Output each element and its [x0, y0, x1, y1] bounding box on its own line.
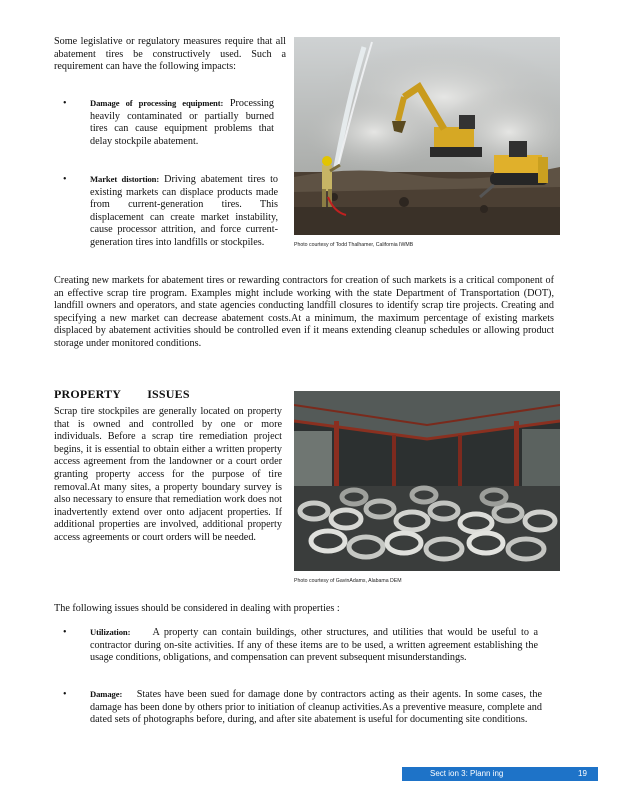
- photo-credit: Photo courtesy of GavinAdams, Alabama DEM: [294, 578, 402, 584]
- fire-abatement-photo: [294, 37, 560, 235]
- bullet-icon: •: [63, 627, 67, 638]
- market-paragraph: Creating new markets for abatement tires or rewarding contractors for creation of such markets is a critical component of an effective scrap tire program. Examples might include working with the state Department of Transportation (DOT), landfill owners and operators, and state agencies conducting landfill closures to identify scrap tire projects. Creating and specifying a new market can decrease abatement costs.At a minimum, the maximum percentage of existing markets displaced by abatement activities should be controlled even if it means extending cleanup schedules or allowing product storage under monitored conditions.: [54, 275, 554, 349]
- issue-text: A property can contain buildings, other structures, and utilities that would be useful to a contractor during on-site activities. If any of these items are to be used, a written agreement establishing the usage conditions, obligations, and compensation can prevent subsequent misunderstandings.: [90, 627, 538, 664]
- heading-word: PROPERTY: [54, 387, 122, 401]
- impact-item-damage: [90, 97, 274, 148]
- page-number: 19: [578, 769, 587, 778]
- issue-term: Utilization:: [90, 627, 131, 637]
- considerations-intro: The following issues should be considered in dealing with properties :: [54, 603, 340, 614]
- issue-text: States have been sued for damage done by contractors acting as their agents. In some cases, the damage has been done by others prior to initiation of cleanup activities.As a preventive measure, complete and dated sets of photographs before, during, and after site abatement is useful for documenting site conditions.: [90, 689, 543, 726]
- section-heading: [54, 388, 190, 401]
- photo-credit: Photo courtesy of Todd Thalhamer, California IWMB: [294, 242, 414, 248]
- property-paragraph: Scrap tire stockpiles are generally located on property that is owned and controlled by one or more individuals. Before a scrap tire remediation project begins, it is essential to obtain either a written property access agreement from the landowner or a court order granting property access for the purpose of tire removal.At many sites, a property boundary survey is also necessary to ensure that remediation work does not inadvertently extend over onto adjacent properties. If additional properties are involved, additional property access agreements or court orders will be needed.: [54, 406, 282, 543]
- impact-term: Market distortion:: [90, 174, 160, 184]
- bullet-icon: •: [63, 98, 67, 109]
- page-footer: [402, 767, 598, 781]
- tire-warehouse-photo: [294, 391, 560, 571]
- impact-term: Damage of processing equipment:: [90, 98, 224, 108]
- impact-item-market: [90, 173, 278, 250]
- bullet-icon: •: [63, 174, 67, 185]
- issue-item-damage: [90, 688, 542, 727]
- issue-term: Damage:: [90, 689, 123, 699]
- issue-item-utilization: [90, 626, 538, 665]
- impact-text: Driving abatement tires to existing markets can displace products made from current-generation tires. This displacement can create market instability, cause processor attrition, and force current-generation tires into landfills or stockpiles.: [90, 174, 279, 248]
- impact-text: Processing heavily contaminated or partially burned tires can cause equipment problems that delay stockpile abatement.: [90, 98, 274, 147]
- footer-section: Sect ion 3: Plann ing: [430, 769, 504, 778]
- bullet-icon: •: [63, 689, 67, 700]
- intro-paragraph: Some legislative or regulatory measures require that all abatement tires be constructively used. Such a requirement can have the following impacts:: [54, 36, 286, 73]
- heading-word: ISSUES: [147, 387, 190, 401]
